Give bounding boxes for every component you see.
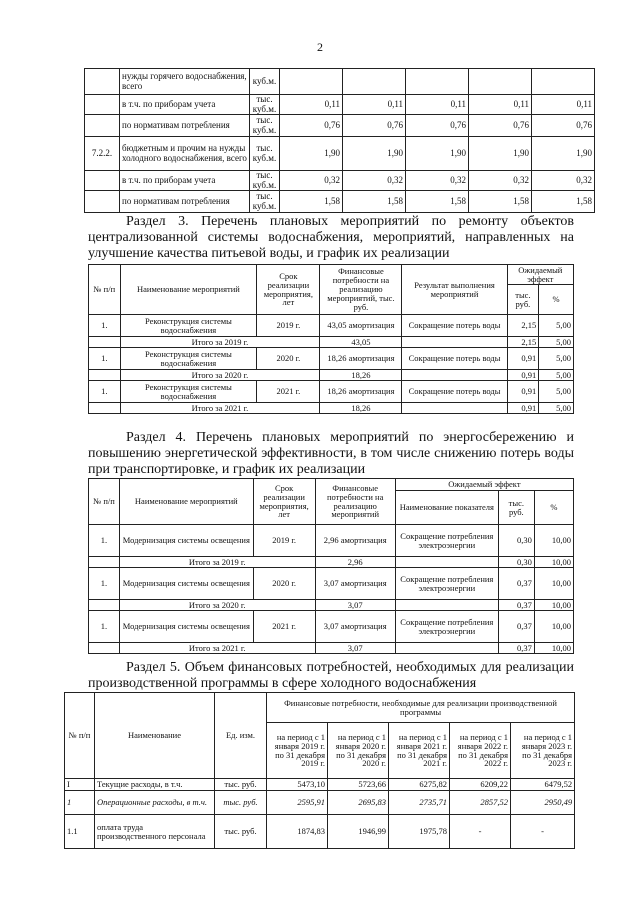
col-num: № п/п [65, 693, 95, 779]
row-pct: 5,00 [539, 337, 574, 348]
row-pct: 5,00 [539, 348, 574, 370]
row-indicator: Сокращение потребления электроэнергии [395, 525, 498, 557]
table-row [85, 191, 595, 213]
row-name: в т.ч. по приборам учета [120, 95, 250, 115]
row-unit: тыс. руб. [215, 779, 267, 791]
row-value: 2950,49 [511, 791, 575, 815]
col-name: Наименование [95, 693, 215, 779]
row-pct: 5,00 [539, 403, 574, 414]
row-unit: тыс. куб.м. [250, 191, 280, 213]
section5-title: Раздел 5. Объем финансовых потребностей, необходимых для реализации производственной программы в сфере холодного водоснабжения [88, 660, 574, 691]
row-rub: 0,91 [507, 381, 539, 403]
row-num: 7.2.2. [85, 137, 120, 171]
table-row [85, 69, 595, 95]
row-value: 2595,91 [267, 791, 328, 815]
row-name: Модернизация системы освещения [119, 568, 253, 600]
row-value: - [450, 815, 511, 849]
row-num: 1. [89, 348, 121, 370]
row-pct: 5,00 [539, 315, 574, 337]
row-rub: 0,37 [498, 643, 534, 654]
row-rub: 0,37 [498, 568, 534, 600]
row-value: 1,58 [343, 191, 406, 213]
row-pct: 5,00 [539, 381, 574, 403]
row-value: 0,11 [532, 95, 595, 115]
row-rub: 0,37 [498, 611, 534, 643]
row-name: бюджетным и прочим на нужды холодного водоснабжения, всего [120, 137, 250, 171]
row-value [280, 69, 343, 95]
row-num [85, 115, 120, 137]
row-num [89, 337, 121, 348]
row-num: 1 [65, 791, 95, 815]
col-period: на период с 1 января 2023 г. по 31 декабря 2023 г. [511, 723, 575, 779]
col-fin: Финансовые потребности на реализацию мероприятий, тыс. руб. [320, 265, 402, 315]
row-rub: 2,15 [507, 337, 539, 348]
total-row [89, 557, 574, 568]
row-rub: 0,37 [498, 600, 534, 611]
col-num: № п/п [89, 265, 121, 315]
total-label: Итого за 2019 г. [119, 557, 315, 568]
row-num [89, 370, 121, 381]
col-unit: Ед. изм. [215, 693, 267, 779]
row-value: 0,32 [532, 171, 595, 191]
table-row [89, 381, 574, 403]
row-value: 1946,99 [328, 815, 389, 849]
row-fin: 3,07 амортизация [315, 611, 395, 643]
table-row [65, 779, 575, 791]
row-num [85, 191, 120, 213]
row-name: нужды горячего водоснабжения, всего [120, 69, 250, 95]
row-value: 0,32 [343, 171, 406, 191]
col-rub: тыс. руб. [507, 285, 539, 315]
col-pct: % [539, 285, 574, 315]
row-pct: 10,00 [534, 600, 573, 611]
table-row [85, 95, 595, 115]
row-value: 0,76 [280, 115, 343, 137]
row-value: 6479,52 [511, 779, 575, 791]
section5-table [64, 692, 575, 849]
col-num: № п/п [89, 479, 120, 525]
row-num: 1. [89, 568, 120, 600]
total-label: Итого за 2019 г. [120, 337, 320, 348]
row-fin: 2,96 [315, 557, 395, 568]
table-row [89, 315, 574, 337]
row-value: 1,58 [280, 191, 343, 213]
row-unit: тыс. куб.м. [250, 95, 280, 115]
row-value: 5473,10 [267, 779, 328, 791]
row-unit: тыс. руб. [215, 815, 267, 849]
table-row [85, 171, 595, 191]
row-unit: тыс. куб.м. [250, 171, 280, 191]
row-name: Текущие расходы, в т.ч. [95, 779, 215, 791]
row-term: 2019 г. [257, 315, 320, 337]
row-result [395, 600, 498, 611]
row-value: 0,32 [469, 171, 532, 191]
row-num [85, 69, 120, 95]
row-num [89, 403, 121, 414]
row-value: 5723,66 [328, 779, 389, 791]
row-num: 1. [89, 381, 121, 403]
row-indicator: Сокращение потребления электроэнергии [395, 568, 498, 600]
row-value: 0,32 [280, 171, 343, 191]
row-value: 0,32 [406, 171, 469, 191]
row-value: - [511, 815, 575, 849]
row-value: 1,90 [532, 137, 595, 171]
row-name: в т.ч. по приборам учета [120, 171, 250, 191]
row-rub: 2,15 [507, 315, 539, 337]
row-value: 1,90 [280, 137, 343, 171]
total-label: Итого за 2021 г. [119, 643, 315, 654]
row-num [89, 643, 120, 654]
row-value: 1,90 [469, 137, 532, 171]
row-fin: 18,26 [320, 403, 402, 414]
table-row [89, 568, 574, 600]
row-value: 1,58 [532, 191, 595, 213]
row-rub: 0,91 [507, 403, 539, 414]
col-fin: Финансовые потребности, необходимые для реализации производственной программы [267, 693, 575, 723]
row-rub: 0,30 [498, 525, 534, 557]
total-row [89, 337, 574, 348]
row-unit: тыс. куб.м. [250, 115, 280, 137]
row-value [532, 69, 595, 95]
row-value: 0,11 [406, 95, 469, 115]
section4-title: Раздел 4. Перечень плановых мероприятий по энергосбережению и повышению энергетической эффективности, в том числе снижению потерь воды при транспортировке, и график их реализации [88, 430, 574, 477]
table-row [89, 525, 574, 557]
row-result [395, 557, 498, 568]
col-period: на период с 1 января 2020 г. по 31 декабря 2020 г. [328, 723, 389, 779]
total-row [89, 643, 574, 654]
row-result [402, 337, 507, 348]
row-fin: 18,26 амортизация [320, 381, 402, 403]
row-fin: 3,07 амортизация [315, 568, 395, 600]
row-value: 2695,83 [328, 791, 389, 815]
col-rub: тыс. руб. [498, 491, 534, 525]
col-term: Срок реализации мероприятия, лет [257, 265, 320, 315]
row-num [89, 557, 120, 568]
row-name: Реконструкция системы водоснабжения [120, 315, 257, 337]
col-period: на период с 1 января 2022 г. по 31 декабря 2022 г. [450, 723, 511, 779]
section4-table [88, 478, 574, 654]
row-rub: 0,91 [507, 348, 539, 370]
col-effect: Ожидаемый эффект [395, 479, 573, 491]
row-value [406, 69, 469, 95]
page-number: 2 [317, 40, 323, 54]
col-pct: % [534, 491, 573, 525]
row-value: 0,76 [343, 115, 406, 137]
row-name: по нормативам потребления [120, 115, 250, 137]
total-row [89, 403, 574, 414]
row-value: 0,76 [469, 115, 532, 137]
col-name: Наименование мероприятий [120, 265, 257, 315]
col-result: Результат выполнения мероприятий [402, 265, 507, 315]
row-pct: 10,00 [534, 643, 573, 654]
row-pct: 10,00 [534, 557, 573, 568]
row-name: Реконструкция системы водоснабжения [120, 348, 257, 370]
row-name: Модернизация системы освещения [119, 525, 253, 557]
row-pct: 10,00 [534, 568, 573, 600]
col-name: Наименование мероприятий [119, 479, 253, 525]
row-value [469, 69, 532, 95]
row-result [402, 370, 507, 381]
row-num: 1.1 [65, 815, 95, 849]
row-fin: 18,26 амортизация [320, 348, 402, 370]
col-term: Срок реализации мероприятия, лет [253, 479, 315, 525]
row-result: Сокращение потерь воды [402, 348, 507, 370]
section3-table [88, 264, 574, 414]
col-period: на период с 1 января 2021 г. по 31 декабря 2021 г. [389, 723, 450, 779]
col-effect: Ожидаемый эффект [507, 265, 573, 285]
row-result: Сокращение потерь воды [402, 315, 507, 337]
row-value: 1874,83 [267, 815, 328, 849]
row-name: Реконструкция системы водоснабжения [120, 381, 257, 403]
table-row [65, 815, 575, 849]
total-label: Итого за 2021 г. [120, 403, 320, 414]
row-rub: 0,30 [498, 557, 534, 568]
row-value: 2735,71 [389, 791, 450, 815]
row-num [85, 171, 120, 191]
row-term: 2021 г. [257, 381, 320, 403]
row-num [89, 600, 120, 611]
row-pct: 10,00 [534, 611, 573, 643]
row-value: 0,11 [280, 95, 343, 115]
row-term: 2020 г. [253, 568, 315, 600]
row-value: 0,11 [469, 95, 532, 115]
consumption-table [84, 68, 595, 213]
table-row [89, 348, 574, 370]
row-value: 0,76 [406, 115, 469, 137]
row-value: 6275,82 [389, 779, 450, 791]
row-term: 2020 г. [257, 348, 320, 370]
total-row [89, 600, 574, 611]
total-label: Итого за 2020 г. [120, 370, 320, 381]
table-row [89, 611, 574, 643]
row-fin: 43,05 [320, 337, 402, 348]
row-term: 2021 г. [253, 611, 315, 643]
row-num [85, 95, 120, 115]
row-rub: 0,91 [507, 370, 539, 381]
row-fin: 3,07 [315, 643, 395, 654]
total-row [89, 370, 574, 381]
row-unit: тыс. руб. [215, 791, 267, 815]
row-value: 1,58 [469, 191, 532, 213]
row-num: 1. [89, 611, 120, 643]
row-value: 6209,22 [450, 779, 511, 791]
row-value [343, 69, 406, 95]
row-value: 1,90 [406, 137, 469, 171]
row-pct: 10,00 [534, 525, 573, 557]
row-unit: куб.м. [250, 69, 280, 95]
row-pct: 5,00 [539, 370, 574, 381]
row-result: Сокращение потерь воды [402, 381, 507, 403]
row-fin: 18,26 [320, 370, 402, 381]
col-fin: Финансовые потребности на реализацию мероприятий [315, 479, 395, 525]
row-name: Операционные расходы, в т.ч. [95, 791, 215, 815]
row-name: Модернизация системы освещения [119, 611, 253, 643]
row-fin: 2,96 амортизация [315, 525, 395, 557]
row-value: 1,58 [406, 191, 469, 213]
row-term: 2019 г. [253, 525, 315, 557]
row-indicator: Сокращение потребления электроэнергии [395, 611, 498, 643]
row-value: 1,90 [343, 137, 406, 171]
table-row [85, 137, 595, 171]
row-value: 2857,52 [450, 791, 511, 815]
row-name: оплата труда производственного персонала [95, 815, 215, 849]
row-value: 1975,78 [389, 815, 450, 849]
col-period: на период с 1 января 2019 г. по 31 декабря 2019 г. [267, 723, 328, 779]
row-unit: тыс. куб.м. [250, 137, 280, 171]
row-name: по нормативам потребления [120, 191, 250, 213]
col-indicator: Наименование показателя [395, 491, 498, 525]
total-label: Итого за 2020 г. [119, 600, 315, 611]
row-result [395, 643, 498, 654]
row-num: 1. [89, 315, 121, 337]
row-fin: 3,07 [315, 600, 395, 611]
row-value: 0,11 [343, 95, 406, 115]
row-fin: 43,05 амортизация [320, 315, 402, 337]
section3-title: Раздел 3. Перечень плановых мероприятий по ремонту объектов централизованной системы водоснабжения, мероприятий, направленных на улучшение качества питьевой воды, и график их реализации [88, 214, 574, 261]
row-num: 1. [89, 525, 120, 557]
row-value: 0,76 [532, 115, 595, 137]
row-num: I [65, 779, 95, 791]
table-row [65, 791, 575, 815]
table-row [85, 115, 595, 137]
row-result [402, 403, 507, 414]
